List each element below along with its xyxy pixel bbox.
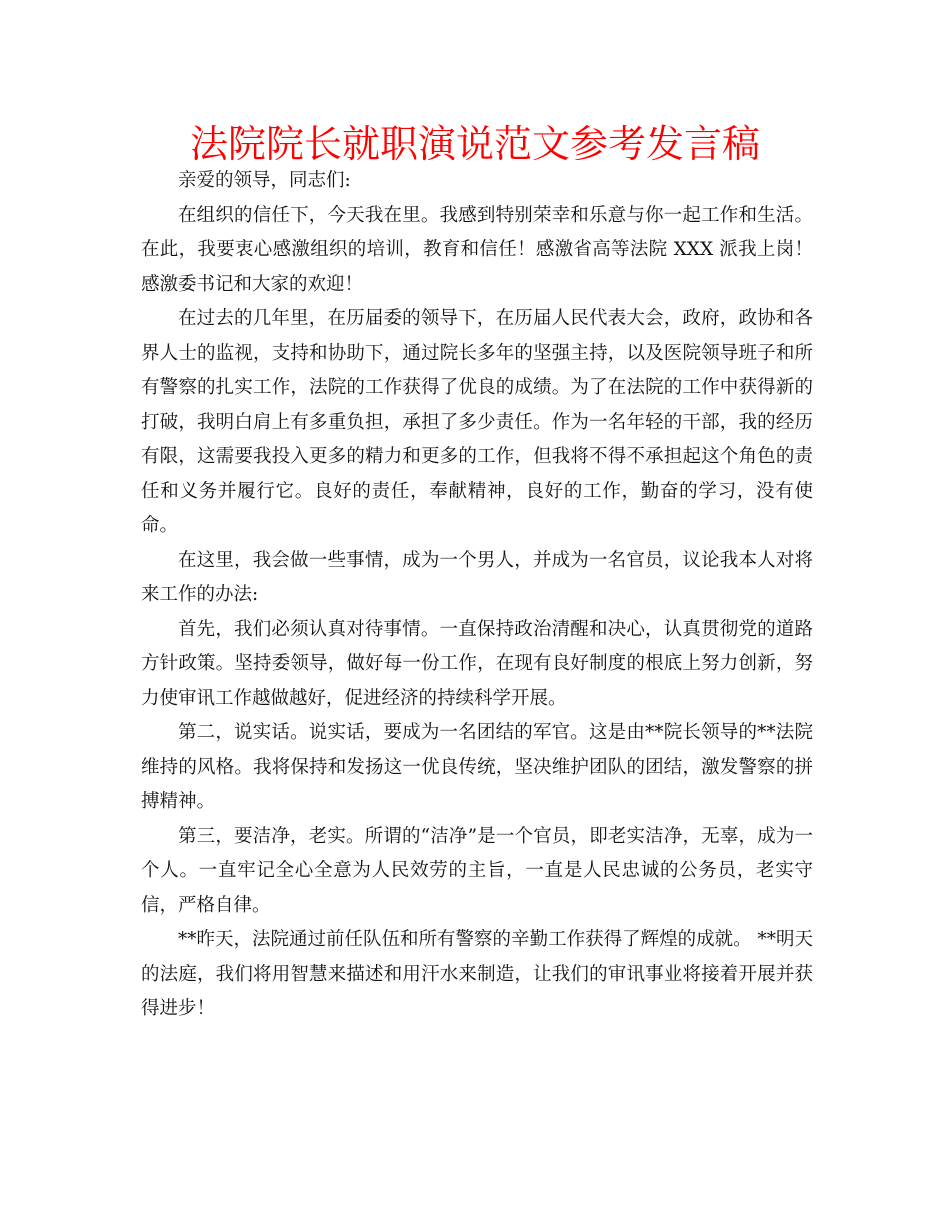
document-title: 法院院长就职演说范文参考发言稿 — [189, 122, 760, 166]
paragraph-second-point: 第二，说实话。说实话，要成为一名团结的军官。这是由**院长领导的**法院维持的风格。我将保持和发扬这一优良传统，坚决维护团队的团结，激发警察的拼搏精神。 — [141, 722, 813, 812]
document-body — [141, 164, 813, 1027]
paragraph-third-point: 第三，要洁净，老实。所谓的“洁净”是一个官员，即老实洁净，无辜，成为一个人。一直牢记全心全意为人民效劳的主旨，一直是人民忠诚的公务员，老实守信，严格自律。 — [141, 825, 813, 916]
paragraph-first-point: 首先，我们必须认真对待事情。一直保持政治清醒和决心，认真贯彻党的道路方针政策。坚持委领导，做好每一份工作，在现有良好制度的根底上努力创新，努力使审讯工作越做越好，促进经济的持续科学开展。 — [141, 618, 813, 709]
paragraph-greeting: 亲爱的领导，同志们: — [178, 170, 351, 191]
paragraph-closing: **昨天，法院通过前任队伍和所有警察的辛勤工作获得了辉煌的成就。 **明天的法庭，我们将用智慧来描述和用汗水来制造，让我们的审讯事业将接着开展并获得进步！ — [141, 929, 813, 1019]
paragraph-gratitude: 在组织的信任下，今天我在里。我感到特别荣幸和乐意与你一起工作和生活。在此，我要衷心感激组织的培训，教育和信任！感激省高等法院 XXX 派我上岗！感激委书记和大家的欢迎！ — [141, 204, 813, 295]
paragraph-past-achievements: 在过去的几年里，在历届委的领导下，在历届人民代表大会，政府，政协和各界人士的监视，支持和协助下，通过院长多年的坚强主持，以及医院领导班子和所有警察的扎实工作，法院的工作获得了优良的成绩。为了在法院的工作中获得新的打破，我明白肩上有多重负担，承担了多少责任。作为一名年轻的干部，我的经历有限，这需要我投入更多的精力和更多的工作，但我将不得不承担起这个角色的责任和义务并履行它。良好的责任，奉献精神，良好的工作，勤奋的学习，没有使命。 — [141, 308, 813, 536]
paragraph-intro-plans: 在这里，我会做一些事情，成为一个男人，并成为一名官员，议论我本人对将来工作的办法: — [141, 549, 813, 605]
